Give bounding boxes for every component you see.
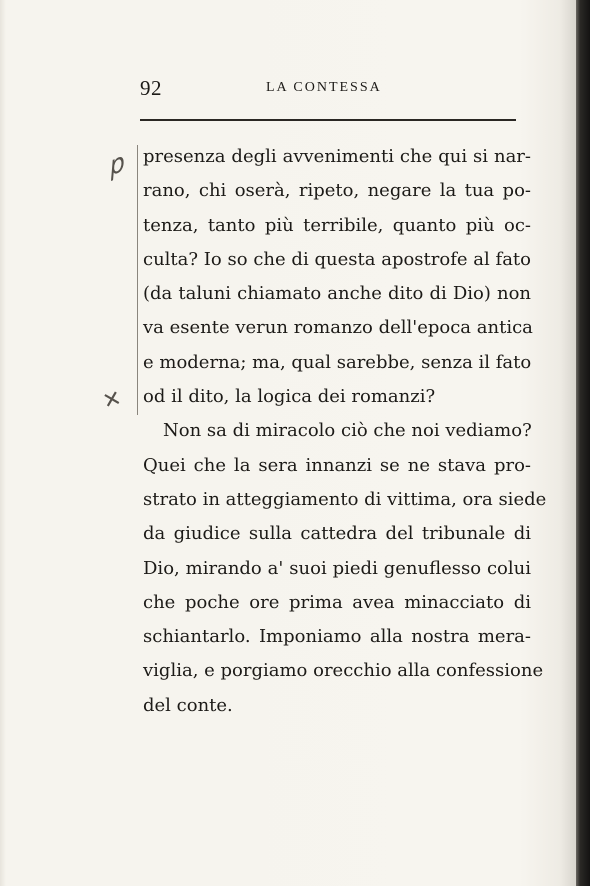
text-line: (da taluni chiamato anche dito di Dio) non xyxy=(143,283,531,305)
text-line: Non sa di miracolo ciò che noi vediamo? xyxy=(163,420,532,442)
text-line: da giudice sulla cattedra del tribunale di xyxy=(143,523,531,545)
margin-pencil-line xyxy=(137,145,138,415)
page-number: 92 xyxy=(140,76,162,100)
paragraph-2 xyxy=(143,414,547,723)
page-edge-shadow xyxy=(576,0,590,886)
paragraph-1 xyxy=(143,140,531,414)
text-line: va esente verun romanzo dell'epoca antica xyxy=(143,317,533,339)
text-line: Quei che la sera innanzi se ne stava pro- xyxy=(143,454,531,476)
header-rule xyxy=(140,119,516,121)
text-line: rano, chi oserà, ripeto, negare la tua po- xyxy=(143,180,531,202)
body-text xyxy=(143,140,547,723)
text-line: Dio, mirando a' suoi piedi genuflesso colui xyxy=(143,557,531,579)
text-line: viglia, e porgiamo orecchio alla confessione xyxy=(143,660,544,682)
running-title: LA CONTESSA xyxy=(266,80,382,95)
text-line: tenza, tanto più terribile, quanto più oc- xyxy=(143,214,531,236)
text-line: che poche ore prima avea minacciato di xyxy=(143,591,531,613)
text-line: culta? Io so che di questa apostrofe al fato xyxy=(143,248,531,270)
text-line: od il dito, la logica dei romanzi? xyxy=(143,386,436,408)
text-line: strato in atteggiamento di vittima, ora siede xyxy=(143,488,547,510)
text-line: presenza degli avvenimenti che qui si nar- xyxy=(143,146,531,167)
page-header xyxy=(140,76,518,100)
text-line: del conte. xyxy=(143,694,233,716)
margin-mark-top: 𝑝 xyxy=(103,148,128,182)
text-line: e moderna; ma, qual sarebbe, senza il fato xyxy=(143,351,532,373)
text-line: schiantarlo. Imponiamo alla nostra mera- xyxy=(143,626,531,648)
margin-mark-bottom: ✕ xyxy=(100,386,125,415)
